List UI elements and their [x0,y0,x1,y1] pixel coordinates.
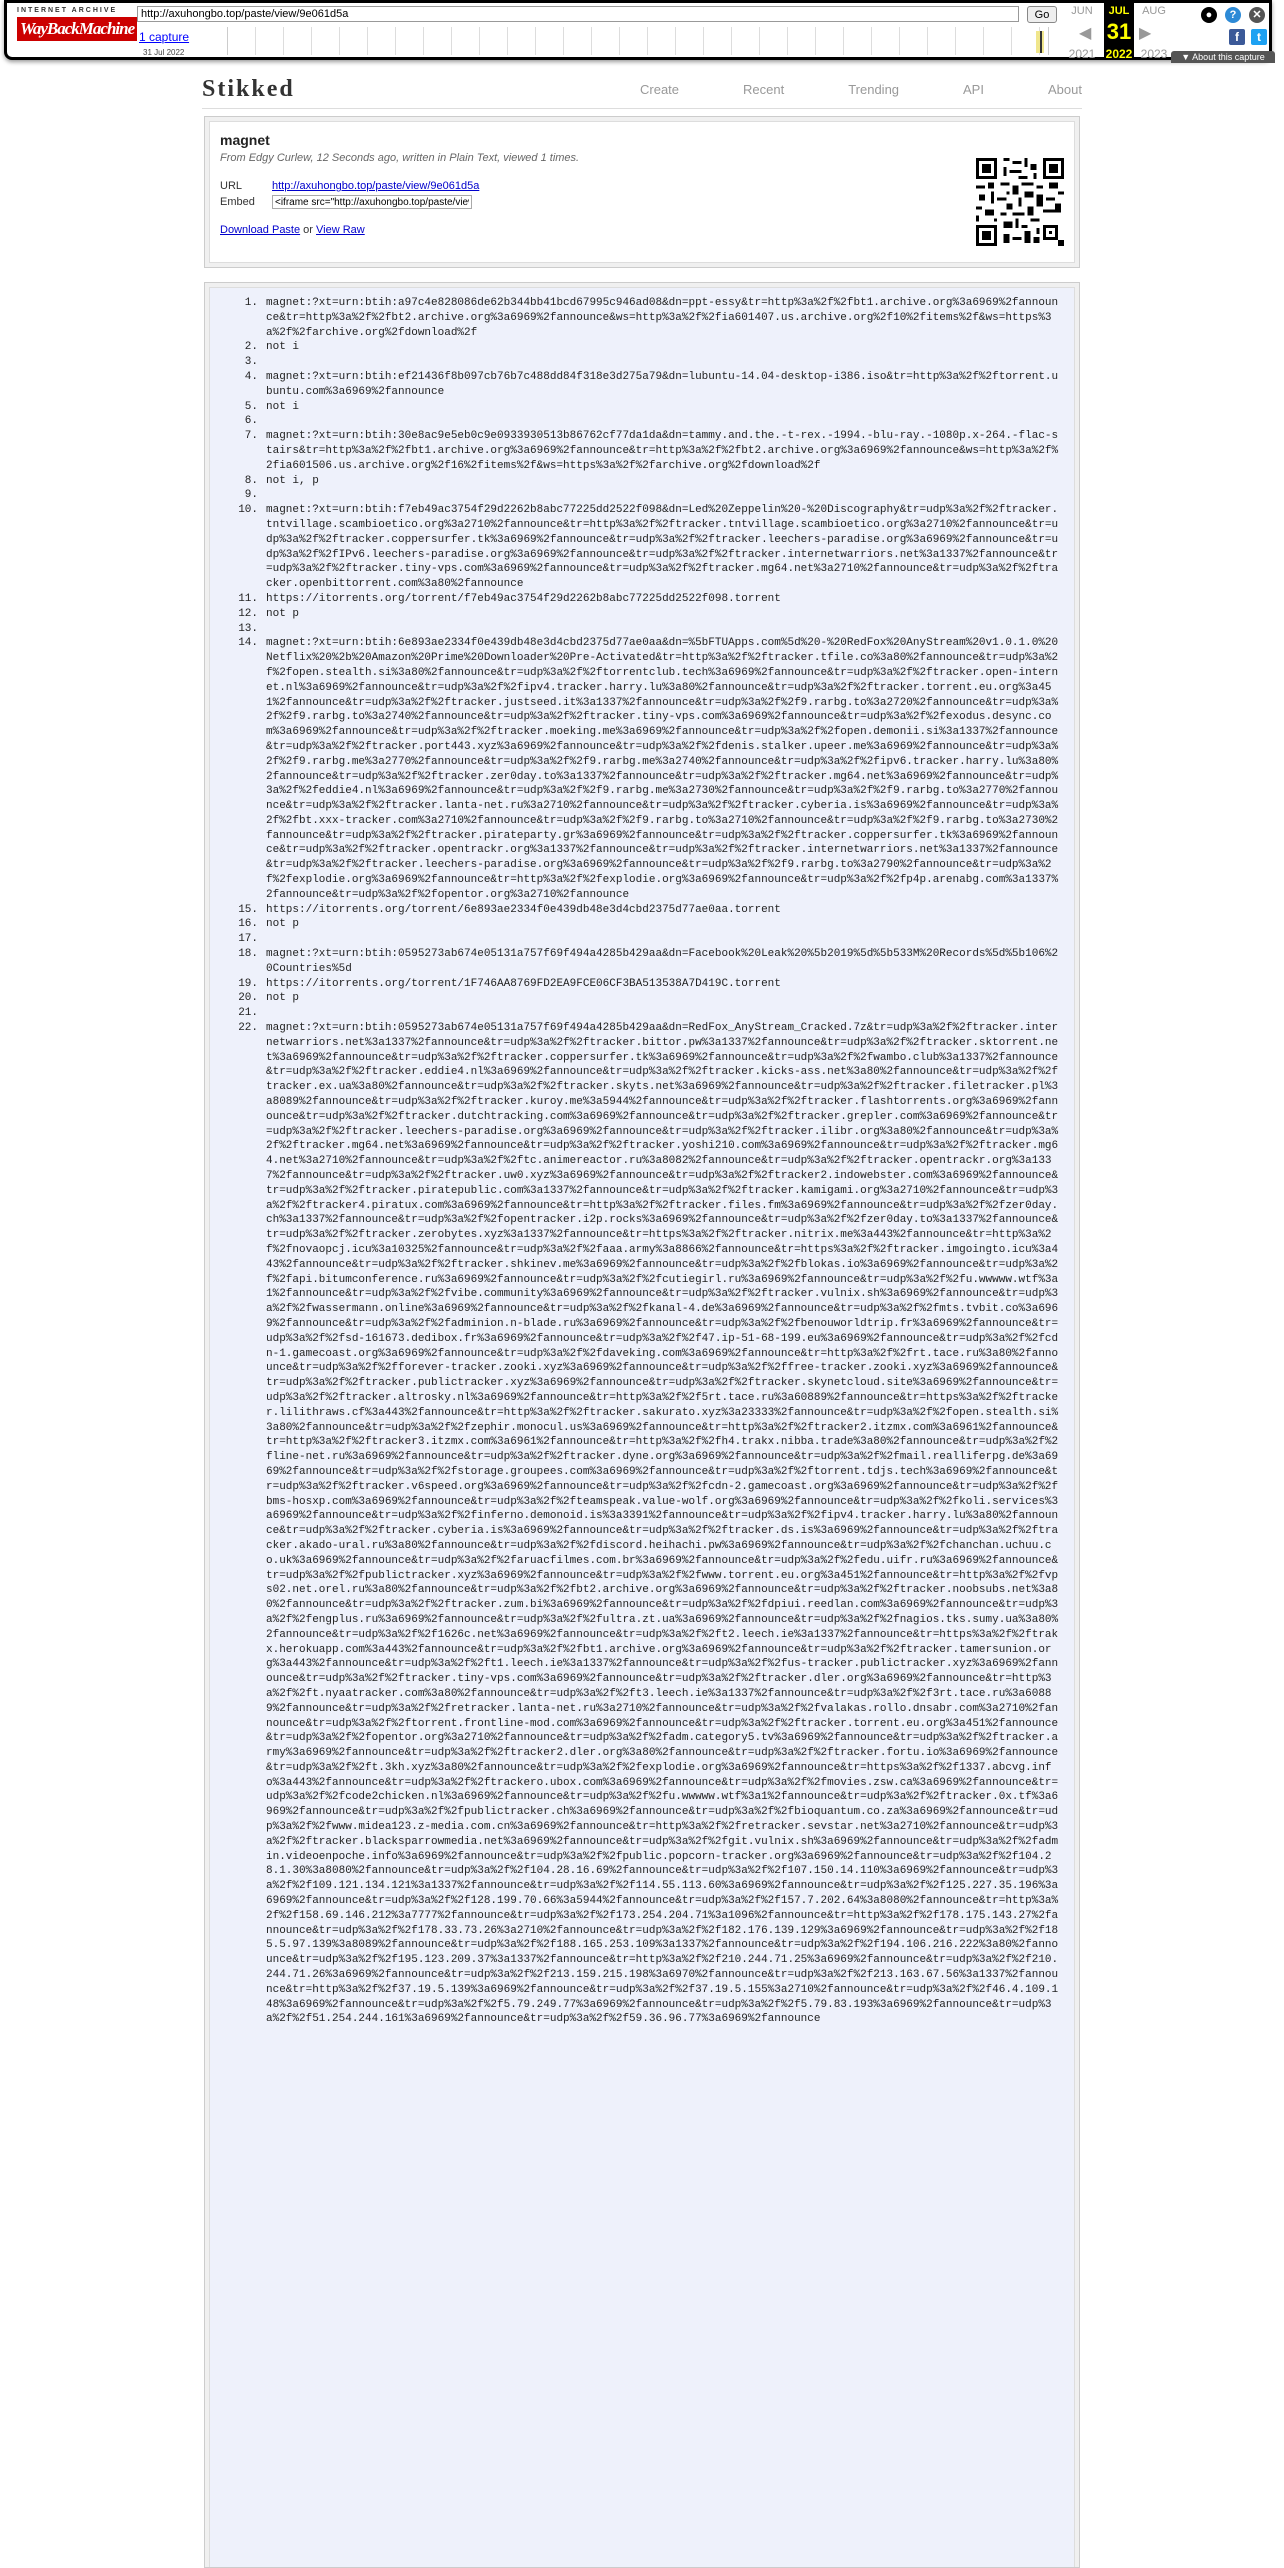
twitter-icon[interactable]: t [1251,29,1267,45]
view-raw-link[interactable]: View Raw [316,224,365,236]
download-paste-link[interactable]: Download Paste [220,224,301,236]
line-number: 12. [238,607,258,620]
site-title[interactable]: Stikked [202,76,295,102]
line-text: not p [266,607,300,620]
download-or: or [300,224,317,236]
user-icon[interactable]: ● [1201,7,1217,23]
code-line [210,503,1074,592]
code-line [210,355,1074,370]
line-number: 8. [244,474,258,487]
help-icon[interactable]: ? [1225,7,1241,23]
code-line [210,340,1074,355]
code-line [210,636,1074,902]
line-number: 20. [238,992,258,1005]
code-line [210,370,1074,400]
month-prev[interactable]: JUN [1071,5,1093,17]
line-number: 11. [238,592,258,605]
month-next: AUG [1142,5,1166,17]
code-line [210,474,1074,489]
code-line [210,296,1074,340]
line-number: 10. [238,504,258,517]
line-number: 7. [244,430,258,443]
main-nav [640,82,1082,97]
line-text: magnet:?xt=urn:btih:0595273ab674e05131a757f69f494a4285b429aa&dn=Facebook%20Leak%20%5b2019%5d%5b533M%20Records%5d%5b106%20Countries%5d [266,948,1059,975]
paste-url-link[interactable]: http://axuhongbo.top/paste/view/9e061d5a [272,180,480,192]
nav-about[interactable]: About [1047,82,1082,97]
embed-label: Embed [220,196,255,208]
code-line [210,414,1074,429]
code-line [210,400,1074,415]
line-number: 4. [244,370,258,383]
paste-code-inner [209,287,1075,2567]
line-text: https://itorrents.org/torrent/6e893ae2334f0e439db48e3d4cbd2375d77ae0aa.torrent [266,903,781,916]
logo-top-text: INTERNET ARCHIVE [17,7,118,14]
line-text: not p [266,992,300,1005]
line-number: 22. [238,1022,258,1035]
line-number: 19. [238,977,258,990]
code-line [210,932,1074,947]
captures-link[interactable]: 1 capture [139,30,190,44]
code-line [210,607,1074,622]
line-text: not i [266,400,300,413]
wayback-logo[interactable] [17,7,135,51]
line-text: magnet:?xt=urn:btih:f7eb49ac3754f29d2262b8abc77225dd2522f098&dn=Led%20Zeppelin%20-%20Discography&tr=udp%3a%2f%2ftracker.tntvillage.scambioetico.org%3a2710%2fannounce&tr=http%3a%2f%2ftracker.tntvillage.scambioetico.org%3a2710%2fannounce&tr=udp%3a%2f%2ftracker.coppersurfer.tk%3a6969%2fannounce&tr=udp%3a%2f%2ftracker.leechers-paradise.org%3a6969%2fannounce&tr=udp%3a%2f%2fIPv6.leechers-paradise.org%3a6969%2fannounce&tr=udp%3a%2f%2ftracker.internetwarriors.net%3a1337%2fannounce&tr=udp%3a%2f%2ftracker.tiny-vps.com%3a6969%2fannounce&tr=udp%3a%2f%2ftracker.mg64.net%3a2710%2fannounce&tr=udp%3a%2f%2ftracker.openbittorrent.com%3a80%2fannounce [266,504,1059,591]
line-number: 9. [244,489,258,502]
year-prev[interactable]: 2021 [1068,47,1096,61]
nav-api[interactable]: API [963,82,984,97]
line-text: https://itorrents.org/torrent/f7eb49ac3754f29d2262b8abc77225dd2522f098.torrent [266,592,781,605]
code-line [210,977,1074,992]
code-line [210,622,1074,637]
line-number: 21. [238,1007,258,1020]
paste-code-box [204,282,1080,2568]
facebook-icon[interactable]: f [1229,29,1245,45]
line-number: 16. [238,918,258,931]
code-line [210,1021,1074,2027]
capture-date: 31 Jul 2022 [143,48,185,57]
year-next: 2023 [1140,47,1168,61]
next-arrow-icon: ▶ [1139,25,1152,42]
paste-meta: From Edgy Curlew, 12 Seconds ago, written in Plain Text, viewed 1 times. [220,152,580,164]
day-current: 31 [1106,19,1132,44]
line-text: not i, p [266,474,319,487]
prev-arrow-icon[interactable]: ◀ [1079,25,1092,42]
code-line [210,1006,1074,1021]
nav-create[interactable]: Create [640,82,680,97]
line-number: 17. [238,933,258,946]
download-row [220,224,365,236]
line-text: magnet:?xt=urn:btih:0595273ab674e05131a757f69f494a4285b429aa&dn=RedFox_AnyStream_Cracked.7z&tr=udp%3a%2f%2ftracker.internetwarriors.net%3a1337%2fannounce&tr=udp%3a%2f%2ftracker.bittor.pw%3a1337%2fannounce&tr=udp%3a%2f%2ftracker.sktorrent.net%3a6969%2fannounce&tr=udp%3a%2f%2ftracker.coppersurfer.tk%3a6969%2fannounce&tr=udp%3a%2f%2fwambo.club%3a1337%2fannounce&tr=udp%3a%2f%2ftracker.eddie4.nl%3a6969%2fannounce&tr=udp%3a%2f%2ftracker.kicks-ass.net%3a80%2fannounce&tr=udp%3a%2f%2ftracker.ex.ua%3a80%2fannounce&tr=udp%3a%2f%2ftracker.skyts.net%3a6969%2fannounce&tr=udp%3a%2f%2ftracker.filetracker.pl%3a8089%2fannounce&tr=udp%3a%2f%2ftracker.kuroy.me%3a5944%2fannounce&tr=udp%3a%2f%2ftracker.flashtorrents.org%3a6969%2fannounce&tr=udp%3a%2f%2ftracker.dutchtracking.com%3a6969%2fannounce&tr=udp%3a%2f%2ftracker.grepler.com%3a6969%2fannounce&tr=udp%3a%2f%2ftracker.leechers-paradise.org%3a6969%2fannounce&tr=udp%3a%2f%2ftracker.ilibr.org%3a80%2fannounce&tr=udp%3a%2f%2ftracker.mg64.net%3a6969%2fannounce&tr=udp%3a%2f%2ftracker.yoshi210.com%3a6969%2fannounce&tr=udp%3a%2f%2ftracker.mg64.net%3a2710%2fannounce&tr=udp%3a%2f%2ftc.animereactor.ru%3a8082%2fannounce&tr=udp%3a%2f%2ftracker.opentrackr.org%3a1337%2fannounce&tr=udp%3a%2f%2ftracker.uw0.xyz%3a6969%2fannounce&tr=udp%3a%2f%2ftracker2.indowebster.com%3a6969%2fannounce&tr=udp%3a%2f%2ftracker.piratepublic.com%3a1337%2fannounce&tr=udp%3a%2f%2ftracker.kamigami.org%3a2710%2fannounce&tr=udp%3a%2f%2ftracker4.piratux.com%3a6969%2fannounce&tr=http%3a%2f%2ftracker.files.fm%3a6969%2fannounce&tr=udp%3a%2f%2fzer0day.ch%3a1337%2fannounce&tr=udp%3a%2f%2fopentracker.i2p.rocks%3a6969%2fannounce&tr=udp%3a%2f%2fzer0day.to%3a1337%2fannounce&tr=udp%3a%2f%2ftracker.zerobytes.xyz%3a1337%2fannounce&tr=https%3a%2f%2ftracker.nitrix.me%3a443%2fannounce&tr=http%3a%2f%2fnovaopcj.icu%3a10325%2fannounce&tr=udp%3a%2f%2faaa.army%3a8866%2fannounce&tr=https%3a%2f%2ftracker.imgoingto.icu%3a443%2fannounce&tr=udp%3a%2f%2ftracker.shkinev.me%3a6969%2fannounce&tr=udp%3a%2f%2fblokas.io%3a6969%2fannounce&tr=udp%3a%2f%2fapi.bitumconference.ru%3a6969%2fannounce&tr=udp%3a%2f%2fcutiegirl.ru%3a6969%2fannounce&tr=udp%3a%2f%2fu.wwwww.wtf%3a1%2fannounce&tr=udp%3a%2f%2fvibe.community%3a6969%2fannounce&tr=udp%3a%2f%2ftracker.vulnix.sh%3a6969%2fannounce&tr=udp%3a%2f%2fwassermann.online%3a6969%2fannounce&tr=udp%3a%2f%2fkanal-4.de%3a6969%2fannounce&tr=udp%3a%2f%2fmts.tvbit.co%3a6969%2fannounce&tr=udp%3a%2f%2fadminion.n-blade.ru%3a6969%2fannounce&tr=udp%3a%2f%2fbenouworldtrip.fr%3a6969%2fannounce&tr=udp%3a%2f%2fsd-161673.dedibox.fr%3a6969%2fannounce&tr=udp%3a%2f%2f47.ip-51-68-199.eu%3a6969%2fannounce&tr=udp%3a%2f%2fcdn-1.gamecoast.org%3a6969%2fannounce&tr=udp%3a%2f%2fdaveking.com%3a6969%2fannounce&tr=http%3a%2f%2frt.tace.ru%3a80%2fannounce&tr=udp%3a%2f%2fforever-tracker.zooki.xyz%3a6969%2fannounce&tr=udp%3a%2f%2ffree-tracker.zooki.xyz%3a6969%2fannounce&tr=udp%3a%2f%2ftracker.publictracker.xyz%3a6969%2fannounce&tr=udp%3a%2f%2ftracker.skynetcloud.site%3a6969%2fannounce&tr=udp%3a%2f%2ftracker.altrosky.nl%3a6969%2fannounce&tr=http%3a%2f%2f5rt.tace.ru%3a60889%2fannounce&tr=https%3a%2f%2ftracker.lilithraws.cf%3a443%2fannounce&tr=http%3a%2f%2ftracker.sakurato.xyz%3a23333%2fannounce&tr=udp%3a%2f%2fopen.stealth.si%3a80%2fannounce&tr=udp%3a%2f%2fzephir.monocul.us%3a6969%2fannounce&tr=http%3a%2f%2ftracker2.itzmx.com%3a6961%2fannounce&tr=http%3a%2f%2ftracker3.itzmx.com%3a6961%2fannounce&tr=http%3a%2f%2fh4.trakx.nibba.trade%3a80%2fannounce&tr=udp%3a%2f%2fline-net.ru%3a6969%2fannounce&tr=udp%3a%2f%2ftracker.dyne.org%3a6969%2fannounce&tr=udp%3a%2f%2fmail.realliferpg.de%3a6969%2fannounce&tr=udp%3a%2f%2fstorage.groupees.com%3a6969%2fannounce&tr=udp%3a%2f%2ftorrent.tdjs.tech%3a6969%2fannounce&tr=udp%3a%2f%2ftracker.v6speed.org%3a6969%2fannounce&tr=udp%3a%2f%2fcdn-2.gamecoast.org%3a6969%2fannounce&tr=udp%3a%2f%2fbms-hosxp.com%3a6969%2fannounce&tr=udp%3a%2f%2fteamspeak.value-wolf.org%3a6969%2fannounce&tr=udp%3a%2f%2fkoli.services%3a6969%2fannounce&tr=udp%3a%2f%2finferno.demonoid.is%3a3391%2fannounce&tr=udp%3a%2f%2fipv4.tracker.harry.lu%3a80%2fannounce&tr=udp%3a%2f%2ftracker.cyberia.is%3a6969%2fannounce&tr=udp%3a%2f%2ftracker.ds.is%3a6969%2fannounce&tr=udp%3a%2f%2ftracker.akado-ural.ru%3a80%2fannounce&tr=udp%3a%2f%2fdiscord.heihachi.pw%3a6969%2fannounce&tr=udp%3a%2f%2fchanchan.uchuu.co.uk%3a6969%2fannounce&tr=udp%3a%2f%2faruacfilmes.com.br%3a6969%2fannounce&tr=udp%3a%2f%2fedu.uifr.ru%3a6969%2fannounce&tr=udp%3a%2f%2fpublictracker.xyz%3a6969%2fannounce&tr=udp%3a%2f%2fwww.torrent.eu.org%3a451%2fannounce&tr=http%3a%2f%2fvps02.net.orel.ru%3a80%2fannounce&tr=udp%3a%2f%2fbt2.archive.org%3a6969%2fannounce&tr=udp%3a%2f%2ftracker.noobsubs.net%3a80%2fannounce&tr=udp%3a%2f%2ftracker.zum.bi%3a6969%2fannounce&tr=udp%3a%2f%2fdpiui.reedlan.com%3a6969%2fannounce&tr=udp%3a%2f%2fengplus.ru%3a6969%2fannounce&tr=udp%3a%2f%2fultra.zt.ua%3a6969%2fannounce&tr=udp%3a%2f%2fnagios.tks.sumy.ua%3a80%2fannounce&tr=udp%3a%2f%2f1626c.net%3a6969%2fannounce&tr=udp%3a%2f%2ft2.leech.ie%3a1337%2fannounce&tr=https%3a%2f%2ftrakx.herokuapp.com%3a443%2fannounce&tr=udp%3a%2f%2fbt1.archive.org%3a6969%2fannounce&tr=udp%3a%2f%2ftracker.tamersunion.org%3a443%2fannounce&tr=udp%3a%2f%2ft1.leech.ie%3a1337%2fannounce&tr=udp%3a%2f%2fus-tracker.publictracker.xyz%3a6969%2fannounce&tr=udp%3a%2f%2ftracker.tiny-vps.com%3a6969%2fannounce&tr=udp%3a%2f%2ftracker.dler.org%3a6969%2fannounce&tr=http%3a%2f%2ft.nyaatracker.com%3a80%2fannounce&tr=udp%3a%2f%2ft3.leech.ie%3a1337%2fannounce&tr=udp%3a%2f%2f3rt.tace.ru%3a60889%2fannounce&tr=udp%3a%2f%2fretracker.lanta-net.ru%3a2710%2fannounce&tr=udp%3a%2f%2fvalakas.rollo.dnsabr.com%3a2710%2fannounce&tr=udp%3a%2f%2ftorrent.frontline-mod.com%3a6969%2fannounce&tr=udp%3a%2f%2ftracker.torrent.eu.org%3a451%2fannounce&tr=udp%3a%2f%2fopentor.org%3a2710%2fannounce&tr=udp%3a%2f%2fadm.category5.tv%3a6969%2fannounce&tr=udp%3a%2f%2ftracker.army%3a6969%2fannounce&tr=udp%3a%2f%2ftracker2.dler.org%3a80%2fannounce&tr=udp%3a%2f%2ftracker.fortu.io%3a6969%2fannounce&tr=udp%3a%2f%2ft.3kh.xyz%3a80%2fannounce&tr=udp%3a%2f%2fexplodie.org%3a6969%2fannounce&tr=https%3a%2f%2f1337.abcvg.info%3a443%2fannounce&tr=udp%3a%2f%2ftrackero.ubox.com%3a6969%2fannounce&tr=udp%3a%2f%2fmovies.zsw.ca%3a6969%2fannounce&tr=udp%3a%2f%2fcode2chicken.nl%3a6969%2fannounce&tr=udp%3a%2f%2fu.wwwww.wtf%3a1%2fannounce&tr=udp%3a%2f%2ftracker.0x.tf%3a6969%2fannounce&tr=udp%3a%2f%2fpublictracker.ch%3a6969%2fannounce&tr=udp%3a%2f%2fbioquantum.co.za%3a6969%2fannounce&tr=udp%3a%2f%2fwww.midea123.z-media.com.cn%3a6969%2fannounce&tr=http%3a%2f%2fretracker.sevstar.net%3a2710%2fannounce&tr=udp%3a%2f%2ftracker.blacksparrowmedia.net%3a6969%2fannounce&tr=udp%3a%2f%2fgit.vulnix.sh%3a6969%2fannounce&tr=udp%3a%2f%2fadmin.videoenpoche.info%3a6969%2fannounce&tr=udp%3a%2f%2fpublic.popcorn-tracker.org%3a6969%2fannounce&tr=udp%3a%2f%2f104.28.1.30%3a8080%2fannounce&tr=udp%3a%2f%2f104.28.16.69%2fannounce&tr=udp%3a%2f%2f107.150.14.110%3a6969%2fannounce&tr=udp%3a%2f%2f109.121.134.121%3a1337%2fannounce&tr=udp%3a%2f%2f114.55.113.60%3a6969%2fannounce&tr=udp%3a%2f%2f125.227.35.196%3a6969%2fannounce&tr=udp%3a%2f%2f128.199.70.66%3a5944%2fannounce&tr=udp%3a%2f%2f157.7.202.64%3a8080%2fannounce&tr=http%3a%2f%2f158.69.146.212%3a7777%2fannounce&tr=udp%3a%2f%2f173.254.204.71%3a1096%2fannounce&tr=http%3a%2f%2f178.175.143.27%2fannounce&tr=udp%3a%2f%2f178.33.73.26%3a2710%2fannounce&tr=udp%3a%2f%2f182.176.139.129%3a6969%2fannounce&tr=udp%3a%2f%2f185.5.97.139%3a8089%2fannounce&tr=udp%3a%2f%2f188.165.253.109%3a1337%2fannounce&tr=udp%3a%2f%2f194.106.216.222%3a80%2fannounce&tr=udp%3a%2f%2f195.123.209.37%3a1337%2fannounce&tr=http%3a%2f%2f210.244.71.25%3a6969%2fannounce&tr=udp%3a%2f%2f210.244.71.26%3a6969%2fannounce&tr=udp%3a%2f%2f213.159.215.198%3a6970%2fannounce&tr=udp%3a%2f%2f213.163.67.56%3a1337%2fannounce&tr=http%3a%2f%2f37.19.5.139%3a6969%2fannounce&tr=udp%3a%2f%2f37.19.5.155%3a2710%2fannounce&tr=udp%3a%2f%2f46.4.109.148%3a6969%2fannounce&tr=udp%3a%2f%2f5.79.249.77%3a6969%2fannounce&tr=udp%3a%2f%2f5.79.83.193%3a6969%2fannounce&tr=udp%3a%2f%2f51.254.244.161%3a6969%2fannounce&tr=udp%3a%2f%2f59.36.96.77%3a6969%2fannounce [266,1022,1059,2026]
paste-info-inner [209,121,1075,263]
capture-graph-bar [1040,31,1042,53]
line-text: not p [266,918,300,931]
header-divider [202,108,1082,109]
line-number: 18. [238,948,258,961]
wayback-toolbar [4,0,1272,60]
paste-info-box [204,116,1080,268]
line-number: 15. [238,903,258,916]
line-text: https://itorrents.org/torrent/1F746AA8769FD2EA9FCE06CF3BA513538A7D419C.torrent [266,977,781,990]
go-button[interactable]: Go [1027,6,1057,23]
line-number: 13. [238,622,258,635]
wayback-url-input[interactable] [137,6,1019,22]
line-number: 2. [244,341,258,354]
code-line [210,903,1074,918]
line-number: 6. [244,415,258,428]
url-label: URL [220,180,243,192]
nav-recent[interactable]: Recent [743,82,785,97]
code-line [210,488,1074,503]
logo-main-text: WayBackMachine [17,17,137,41]
code-line [210,917,1074,932]
close-icon[interactable]: ✕ [1249,7,1265,23]
code-line [210,592,1074,607]
line-text: magnet:?xt=urn:btih:30e8ac9e5eb0c9e0933930513b86762cf77da1da&dn=tammy.and.the.-t-rex.-1994.-blu-ray.-1080p.x-264.-flac-stairs&tr=http%3a%2f%2fbt1.archive.org%3a6969%2fannounce&tr=http%3a%2f%2fbt2.archive.org%3a6969%2fannounce&ws=http%3a%2f%2fia601506.us.archive.org%2f16%2fitems%2f&ws=https%3a%2f%2farchive.org%2fdownload%2f [266,430,1059,472]
year-current: 2022 [1105,47,1133,61]
line-number: 1. [244,297,258,309]
qr-code-icon [976,158,1064,246]
line-text: not i [266,341,300,354]
paste-title: magnet [220,132,270,148]
code-line [210,991,1074,1006]
about-capture-button[interactable]: ▼ About this capture [1171,51,1275,63]
line-number: 14. [238,637,258,650]
line-text: magnet:?xt=urn:btih:ef21436f8b097cb76b7c488dd84f318e3d275a79&dn=lubuntu-14.04-desktop-i386.iso&tr=http%3a%2f%2ftorrent.ubuntu.com%3a6969%2fannounce [266,370,1059,398]
code-line [210,947,1074,977]
line-text: magnet:?xt=urn:btih:6e893ae2334f0e439db48e3d4cbd2375d77ae0aa&dn=%5bFTUApps.com%5d%20-%20RedFox%20AnyStream%20v1.0.1.0%20Netflix%20%2b%20Amazon%20Prime%20Downloader%20Pre-Activated&tr=http%3a%2f%2ftracker.tfile.co%3a80%2fannounce&tr=udp%3a%2f%2fopen.stealth.si%3a80%2fannounce&tr=udp%3a%2f%2ftorrentclub.tech%3a6969%2fannounce&tr=udp%3a%2f%2ftracker.open-internet.nl%3a6969%2fannounce&tr=udp%3a%2f%2fipv4.tracker.harry.lu%3a80%2fannounce&tr=udp%3a%2f%2ftracker.torrent.eu.org%3a451%2fannounce&tr=udp%3a%2f%2ftracker.justseed.it%3a1337%2fannounce&tr=udp%3a%2f%2f9.rarbg.to%3a2720%2fannounce&tr=udp%3a%2f%2f9.rarbg.to%3a2740%2fannounce&tr=udp%3a%2f%2ftracker.tiny-vps.com%3a6969%2fannounce&tr=udp%3a%2f%2fexodus.desync.com%3a6969%2fannounce&tr=udp%3a%2f%2ftracker.moeking.me%3a6969%2fannounce&tr=udp%3a%2f%2fopen.demonii.si%3a1337%2fannounce&tr=udp%3a%2f%2ftracker.port443.xyz%3a6969%2fannounce&tr=udp%3a%2f%2fdenis.stalker.upeer.me%3a6969%2fannounce&tr=udp%3a%2f%2f9.rarbg.me%3a2770%2fannounce&tr=udp%3a%2f%2f9.rarbg.me%3a2740%2fannounce&tr=udp%3a%2f%2fipv6.tracker.harry.lu%3a80%2fannounce&tr=udp%3a%2f%2ftracker.zer0day.to%3a1337%2fannounce&tr=udp%3a%2f%2ftracker.mg64.net%3a6969%2fannounce&tr=udp%3a%2f%2feddie4.nl%3a6969%2fannounce&tr=udp%3a%2f%2f9.rarbg.me%3a2730%2fannounce&tr=udp%3a%2f%2f9.rarbg.to%3a2770%2fannounce&tr=udp%3a%2f%2ftracker.lanta-net.ru%3a2710%2fannounce&tr=udp%3a%2f%2ftracker.cyberia.is%3a6969%2fannounce&tr=udp%3a%2f%2fbt.xxx-tracker.com%3a2710%2fannounce&tr=udp%3a%2f%2f9.rarbg.to%3a2710%2fannounce&tr=udp%3a%2f%2f9.rarbg.to%3a2730%2fannounce&tr=udp%3a%2f%2ftracker.pirateparty.gr%3a6969%2fannounce&tr=udp%3a%2f%2ftracker.coppersurfer.tk%3a6969%2fannounce&tr=udp%3a%2f%2ftracker.opentrackr.org%3a1337%2fannounce&tr=udp%3a%2f%2ftracker.internetwarriors.net%3a1337%2fannounce&tr=udp%3a%2f%2ftracker.leechers-paradise.org%3a6969%2fannounce&tr=udp%3a%2f%2f9.rarbg.to%3a2790%2fannounce&tr=udp%3a%2f%2fexplodie.org%3a6969%2fannounce&tr=http%3a%2f%2fexplodie.org%3a6969%2fannounce&tr=udp%3a%2f%2fp4p.arenabg.com%3a1337%2fannounce&tr=udp%3a%2f%2fopentor.org%3a2710%2fannounce [266,637,1059,901]
code-lines [210,288,1074,2027]
code-line [210,429,1074,473]
line-text: magnet:?xt=urn:btih:a97c4e828086de62b344bb41bcd67995c946ad08&dn=ppt-essy&tr=http%3a%2f%2fbt1.archive.org%3a6969%2fannounce&tr=http%3a%2f%2fbt2.archive.org%3a6969%2fannounce&ws=http%3a%2f%2fia601407.us.archive.org%2f10%2fitems%2f&ws=https%3a%2f%2farchive.org%2fdownload%2f [266,297,1059,339]
month-current-label: JUL [1108,5,1130,17]
line-number: 3. [244,356,258,369]
nav-trending[interactable]: Trending [848,82,900,97]
capture-graph[interactable] [227,27,1049,55]
line-number: 5. [244,400,258,413]
embed-code-field[interactable] [272,195,472,209]
